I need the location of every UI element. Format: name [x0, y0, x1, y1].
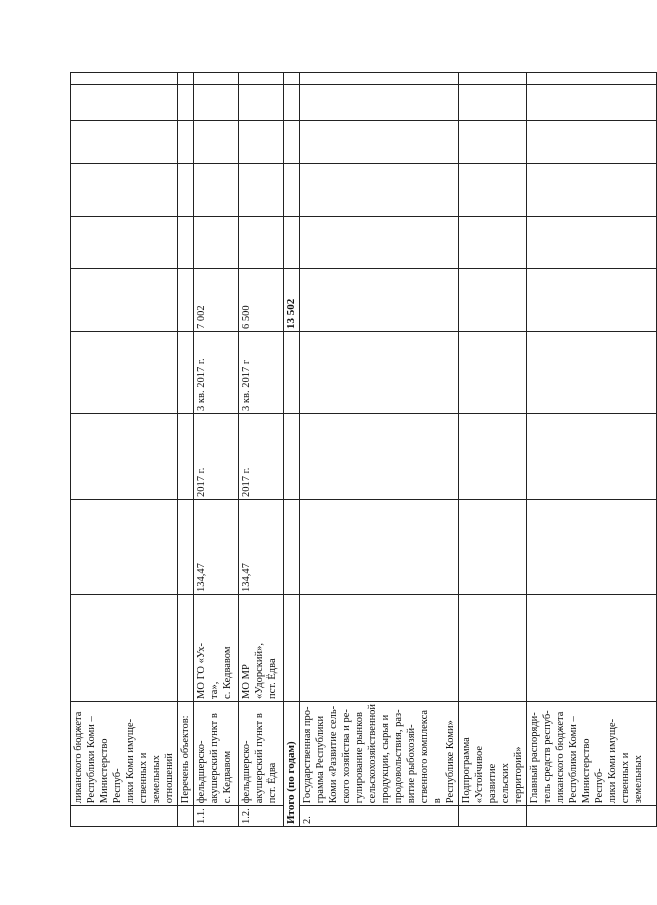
empty-cell: [459, 216, 527, 268]
capacity-cell: [71, 499, 178, 594]
empty-cell: [527, 499, 657, 594]
empty-cell: [459, 163, 527, 216]
start-cell: [178, 331, 194, 413]
empty-cell: [178, 72, 194, 84]
table-row: [71, 72, 178, 826]
empty-cell: [284, 120, 300, 163]
investment-objects-table: [70, 72, 657, 827]
empty-cell: [459, 72, 527, 84]
administrator-cell: Главный распоряди- тель средств респуб- ликанского бюджета Республики Коми – Министерство Респуб- лики Коми имуще- ственных и земельных: [527, 701, 657, 805]
year-cell: [71, 413, 178, 499]
subprogram-name-cell: Подпрограмма «Устойчивое развитие сельских территорий»: [459, 701, 527, 805]
empty-cell: [239, 163, 284, 216]
empty-cell: [284, 594, 300, 701]
empty-cell: [459, 499, 527, 594]
capacity-cell: 134,47: [239, 499, 284, 594]
empty-cell: [459, 268, 527, 331]
empty-cell: [527, 72, 657, 84]
empty-cell: [300, 216, 459, 268]
object-name-cell: Перечень объектов:: [178, 701, 194, 805]
empty-cell: [300, 499, 459, 594]
table-row: [194, 72, 239, 826]
empty-cell: [300, 413, 459, 499]
empty-cell: [300, 72, 459, 84]
empty-cell: [284, 72, 300, 84]
table-row: [459, 72, 527, 826]
empty-cell: [300, 594, 459, 701]
empty-cell: [527, 413, 657, 499]
empty-cell: [194, 72, 239, 84]
year-cell: [178, 413, 194, 499]
empty-cell: [71, 84, 178, 120]
empty-cell: [527, 216, 657, 268]
empty-cell: [178, 84, 194, 120]
cost-cell: [178, 268, 194, 331]
empty-cell: [194, 163, 239, 216]
empty-cell: [459, 594, 527, 701]
empty-cell: [527, 120, 657, 163]
empty-cell: [71, 72, 178, 84]
empty-cell: [178, 216, 194, 268]
empty-cell: [239, 84, 284, 120]
row-index: 1.2.: [239, 806, 284, 827]
empty-cell: [527, 594, 657, 701]
year-cell: 2017 г.: [239, 413, 284, 499]
empty-cell: [527, 163, 657, 216]
empty-cell: [459, 413, 527, 499]
empty-cell: [178, 163, 194, 216]
object-name-cell: фельдшерско- акушерский пункт в с. Кедвавом: [194, 701, 239, 805]
start-cell: [71, 331, 178, 413]
empty-cell: [527, 268, 657, 331]
total-row: [284, 72, 300, 826]
total-label: Итого (по годам): [284, 701, 300, 826]
empty-cell: [284, 216, 300, 268]
empty-cell: [300, 268, 459, 331]
empty-cell: [459, 120, 527, 163]
table-row: [239, 72, 284, 826]
row-index: [527, 806, 657, 827]
mo-cell: [178, 594, 194, 701]
cost-cell: 6 500: [239, 268, 284, 331]
object-name-cell: фельдшерско- акушерский пункт в пст. Ёдва: [239, 701, 284, 805]
capacity-cell: 134,47: [194, 499, 239, 594]
empty-cell: [284, 499, 300, 594]
program-name-cell: Государственная про- грамма Республики Коми «Развитие сель- ского хозяйства и ре- гулирование рынков сельскохозяйственной продукции, сырья и продовольствия, раз- витие рыбохозяй- ственного комплекса в Республике Коми»: [300, 701, 459, 805]
empty-cell: [300, 84, 459, 120]
empty-cell: [284, 84, 300, 120]
table-row: [300, 72, 459, 826]
empty-cell: [459, 331, 527, 413]
mo-cell: МО ГО «Ух- та», с. Кедвавом: [194, 594, 239, 701]
year-cell: 2017 г.: [194, 413, 239, 499]
empty-cell: [239, 72, 284, 84]
total-cost: 13 502: [284, 268, 300, 331]
empty-cell: [284, 163, 300, 216]
mo-cell: МО МР «Удорский», пст. Ёдва: [239, 594, 284, 701]
start-cell: 3 кв. 2017 г: [239, 331, 284, 413]
start-cell: 3 кв. 2017 г.: [194, 331, 239, 413]
mo-cell: [71, 594, 178, 701]
empty-cell: [71, 163, 178, 216]
row-index: 1.1.: [194, 806, 239, 827]
empty-cell: [284, 413, 300, 499]
empty-cell: [527, 331, 657, 413]
empty-cell: [300, 331, 459, 413]
empty-cell: [300, 163, 459, 216]
empty-cell: [527, 84, 657, 120]
capacity-cell: [178, 499, 194, 594]
empty-cell: [459, 84, 527, 120]
row-index: [459, 806, 527, 827]
row-index: [178, 806, 194, 827]
row-index: [71, 806, 178, 827]
row-index: 2.: [300, 806, 459, 827]
empty-cell: [194, 84, 239, 120]
table-row: [178, 72, 194, 826]
empty-cell: [284, 331, 300, 413]
object-name-cell: ликанского бюджета Республики Коми – Министерство Респуб- лики Коми имуще- ственных и земельных отношений: [71, 701, 178, 805]
empty-cell: [194, 120, 239, 163]
empty-cell: [194, 216, 239, 268]
empty-cell: [239, 120, 284, 163]
empty-cell: [71, 120, 178, 163]
cost-cell: [71, 268, 178, 331]
empty-cell: [71, 216, 178, 268]
empty-cell: [300, 120, 459, 163]
cost-cell: 7 002: [194, 268, 239, 331]
empty-cell: [239, 216, 284, 268]
table-row: [527, 72, 657, 826]
empty-cell: [178, 120, 194, 163]
